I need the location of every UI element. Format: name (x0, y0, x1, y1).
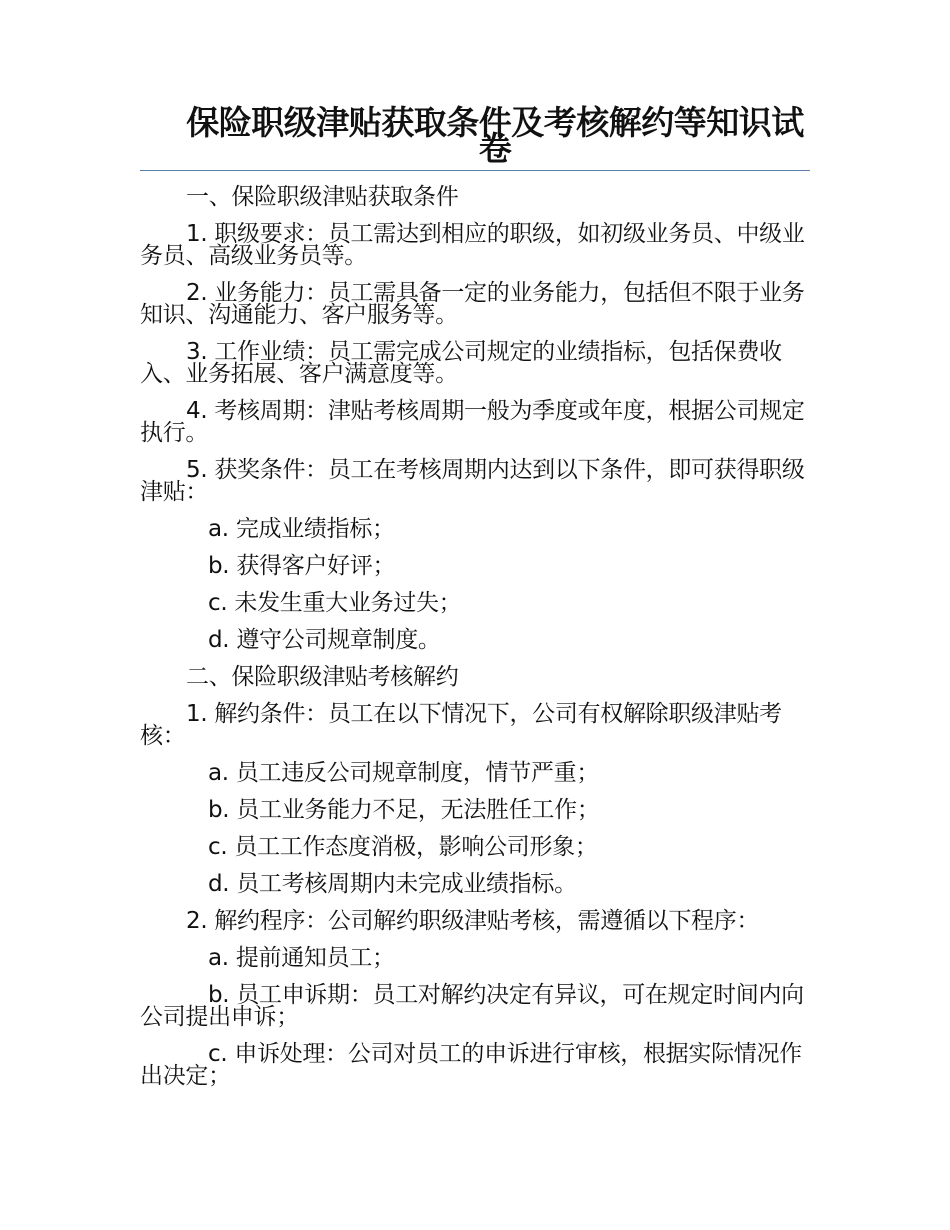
list-item: a. 完成业绩指标； (208, 516, 395, 542)
document-body (140, 171, 810, 1087)
list-item: a. 员工违反公司规章制度，情节严重； (208, 760, 600, 786)
list-item: b. 员工业务能力不足，无法胜任工作； (208, 797, 600, 823)
section-heading: 二、保险职级津贴考核解约 (186, 664, 459, 690)
list-item: c. 未发生重大业务过失； (208, 590, 462, 616)
list-item: d. 员工考核周期内未完成业绩指标。 (208, 871, 577, 897)
list-item: b. 获得客户好评； (208, 553, 396, 579)
list-item: a. 提前通知员工； (208, 945, 395, 971)
list-item: c. 员工工作态度消极，影响公司形象； (208, 834, 598, 860)
paragraph: 2. 业务能力：员工需具备一定的业务能力，包括但不限于业务知识、沟通能力、客户服务等。 (140, 280, 805, 328)
document-title: 保险职级津贴获取条件及考核解约等知识试卷 (186, 103, 804, 168)
list-item: c. 申诉处理：公司对员工的申诉进行审核，根据实际情况作出决定； (140, 1041, 802, 1089)
paragraph: 1. 解约条件：员工在以下情况下，公司有权解除职级津贴考核： (140, 701, 782, 749)
paragraph: 2. 解约程序：公司解约职级津贴考核，需遵循以下程序： (186, 908, 760, 934)
paragraph: 1. 职级要求：员工需达到相应的职级，如初级业务员、中级业务员、高级业务员等。 (140, 221, 805, 269)
paragraph: 3. 工作业绩：员工需完成公司规定的业绩指标，包括保费收入、业务拓展、客户满意度等。 (140, 339, 782, 387)
list-item: b. 员工申诉期：员工对解约决定有异议，可在规定时间内向公司提出申诉； (140, 982, 804, 1030)
paragraph: 5. 获奖条件：员工在考核周期内达到以下条件，即可获得职级津贴： (140, 457, 805, 505)
list-item: d. 遵守公司规章制度。 (208, 627, 441, 653)
document-page (140, 100, 810, 1087)
paragraph: 一、保险职级津贴获取条件 (186, 184, 459, 210)
paragraph: 4. 考核周期：津贴考核周期一般为季度或年度，根据公司规定执行。 (140, 398, 805, 446)
